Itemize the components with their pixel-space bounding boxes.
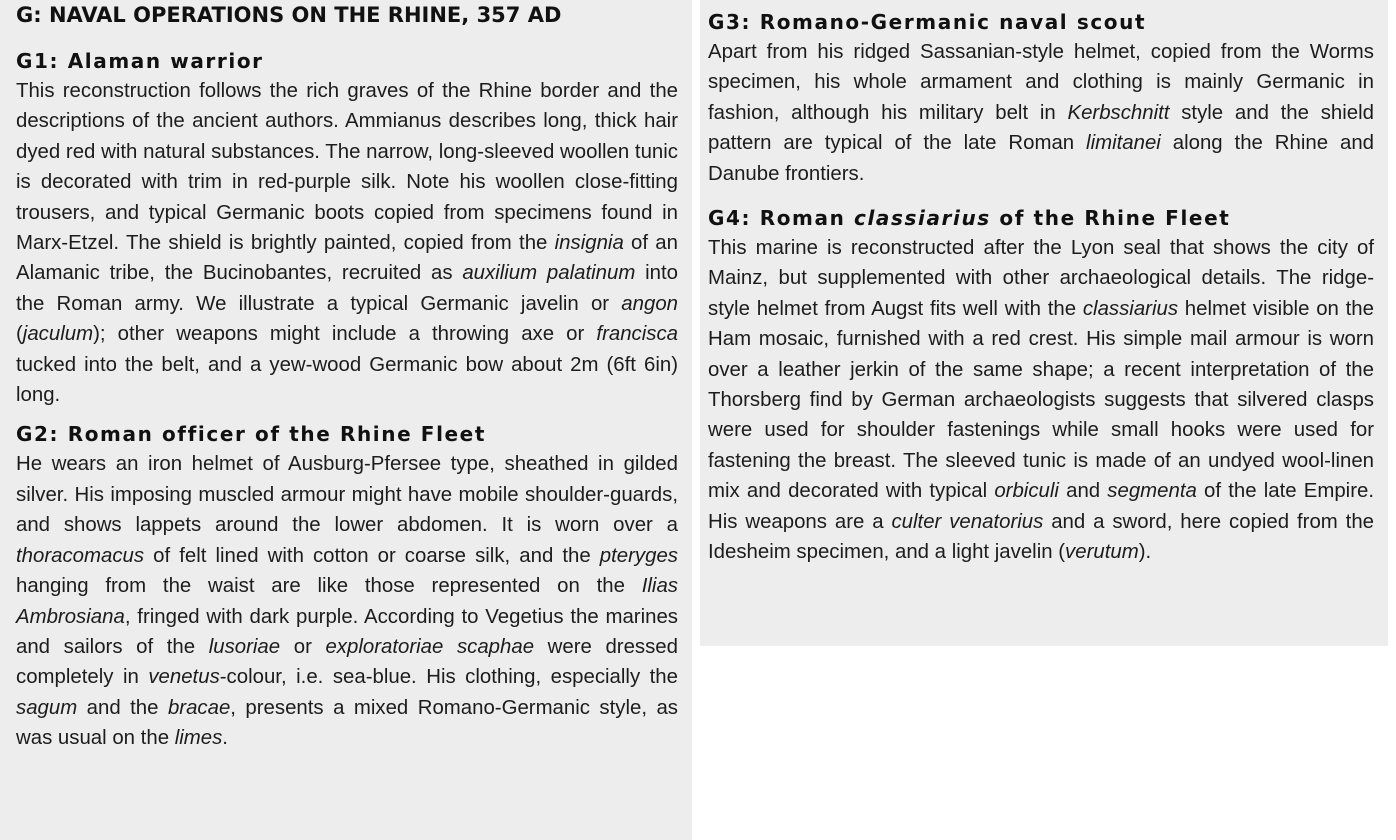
section-g4 [708,203,1374,567]
section-body-g3: Apart from his ridged Sassanian-style helmet, copied from the Worms specimen, his whole armament and clothing is mainly Germanic in fashion, although his military belt in Kerbschnitt style and the shield pattern are typical of the late Roman limitanei along the Rhine and Danube frontiers. [708,41,1375,185]
heading-g4-pre: G4: Roman [708,206,854,231]
section-body-g2: He wears an iron helmet of Ausburg-Pfersee type, sheathed in gilded silver. His imposing muscled armour might have mobile shoulder-guards, and shows lappets around the lower abdomen. It is worn over a thoracomacus of felt lined with cotton or coarse silk, and the pteryges hanging from the waist are like those represented on the Ilias Ambrosiana, fringed with dark purple. According to Vegetius the marines and sailors of the lusoriae or exploratoriae scaphae were dressed completely in venetus-colour, i.e. sea-blue. His clothing, especially the sagum and the bracae, presents a mixed Romano-Germanic style, as was usual on the limes. [16,453,678,750]
section-g3 [708,7,1374,189]
italic-term: verutum [1065,541,1139,564]
italic-term: culter venatorius [891,510,1044,533]
italic-term: bracae [167,696,231,719]
italic-term: limitanei [1086,132,1161,155]
italic-term: limes [174,727,223,750]
section-body-g4: This marine is reconstructed after the Lyon seal that shows the city of Mainz, but supplemented with other archaeological details. The ridge-style helmet from Augst fits well with the classiarius helmet visible on the Ham mosaic, furnished with a red crest. His simple mail armour is worn over a leather jerkin of the same shape; a recent interpretation of the Thorsberg find by German archaeologists suggests that silvered clasps were used for shoulder fastenings while small hooks were used for fastening the breast. The sleeved tunic is made of an undyed wool-linen mix and decorated with typical orbiculi and segmenta of the late Empire. His weapons are a culter venatorius and a sword, here copied from the Idesheim specimen, and a light javelin (verutum). [708,237,1375,564]
italic-term: auxilium palatinum [462,262,636,285]
left-column [0,0,692,840]
section-body-g1: This reconstruction follows the rich graves of the Rhine border and the descriptions of the ancient authors. Ammianus describes long, thick hair dyed red with natural substances. The narrow, long-sleeved woollen tunic is decorated with trim in red-purple silk. Note his woollen close-fitting trousers, and typical Germanic boots copied from specimens found in Marx-Etzel. The shield is brightly painted, copied from the insignia of an Alamanic tribe, the Bucinobantes, recruited as auxilium palatinum into the Roman army. We illustrate a typical Germanic javelin or angon (jaculum); other weapons might include a throwing axe or francisca tucked into the belt, and a yew-wood Germanic bow about 2m (6ft 6in) long. [16,80,679,407]
section-heading-g1: G1: Alaman warrior [16,49,264,73]
italic-term: segmenta [1107,480,1197,503]
section-g2 [16,419,678,753]
italic-term: lusoriae [208,635,281,658]
heading-g4-post: of the Rhine Fleet [990,206,1231,231]
italic-term: orbiculi [994,480,1059,503]
italic-term: thoracomacus [16,544,145,567]
italic-term: angon [621,292,678,315]
section-g1 [16,46,678,410]
italic-term: exploratoriae scaphae [325,635,535,658]
page-title: G: NAVAL OPERATIONS ON THE RHINE, 357 AD [16,3,562,27]
right-column [700,0,1388,646]
italic-term: venetus [148,666,220,689]
italic-term: Kerbschnitt [1067,101,1170,124]
section-heading-g2: G2: Roman officer of the Rhine Fleet [16,422,487,447]
italic-term: jaculum [22,323,94,346]
italic-term: sagum [16,696,78,719]
italic-term: Ilias Ambrosiana [16,575,678,628]
italic-term: classiarius [1082,297,1179,320]
section-heading-g3: G3: Romano-Germanic naval scout [708,10,1147,34]
italic-term: pteryges [599,544,678,567]
heading-g4-emph: classiarius [853,206,991,231]
italic-term: francisca [596,323,678,346]
italic-term: insignia [554,232,624,255]
section-heading-g4 [708,203,1374,233]
